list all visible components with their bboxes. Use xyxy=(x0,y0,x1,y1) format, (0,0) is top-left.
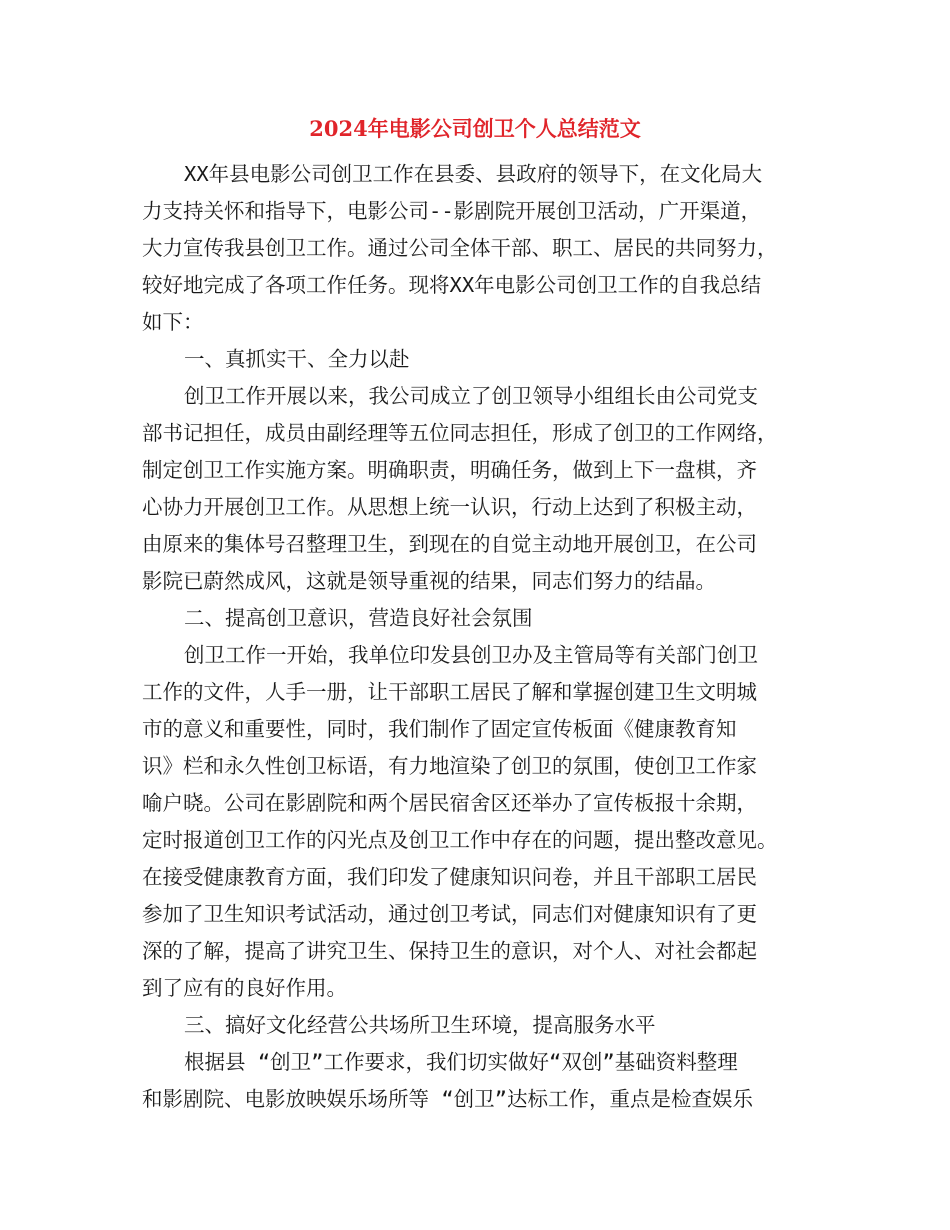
paragraph-line: 影院已蔚然成风，这就是领导重视的结果，同志们努力的结晶。 xyxy=(142,569,716,593)
paragraph-line: 参加了卫生知识考试活动，通过创卫考试，同志们对健康知识有了更 xyxy=(142,902,757,926)
paragraph-line: 识》栏和永久性创卫标语，有力地渲染了创卫的氛围，使创卫工作家 xyxy=(142,754,757,778)
section-heading-2: 二、提高创卫意识，营造良好社会氛围 xyxy=(184,606,533,630)
paragraph-line: 大力宣传我县创卫工作。通过公司全体干部、职工、居民的共同努力， xyxy=(142,236,778,260)
paragraph-line: 市的意义和重要性，同时，我们制作了固定宣传板面《健康教育知 xyxy=(142,717,737,741)
paragraph-line: 深的了解，提高了讲究卫生、保持卫生的意识，对个人、对社会都起 xyxy=(142,939,757,963)
paragraph-line: 喻户晓。公司在影剧院和两个居民宿舍区还举办了宣传板报十余期， xyxy=(142,791,757,815)
paragraph-line: 由原来的集体号召整理卫生，到现在的自觉主动地开展创卫，在公司 xyxy=(142,532,757,556)
paragraph-line: 力支持关怀和指导下，电影公司--影剧院开展创卫活动，广开渠道， xyxy=(142,199,762,223)
paragraph-line: 部书记担任，成员由副经理等五位同志担任，形成了创卫的工作网络， xyxy=(142,421,778,445)
paragraph-line: 心协力开展创卫工作。从思想上统一认识，行动上达到了积极主动， xyxy=(142,495,757,519)
paragraph-line: 较好地完成了各项工作任务。现将XX年电影公司创卫工作的自我总结 xyxy=(142,273,762,297)
paragraph-line: 和影剧院、电影放映娱乐场所等 “创卫”达标工作，重点是检查娱乐 xyxy=(142,1087,754,1111)
paragraph-line: XX年县电影公司创卫工作在县委、县政府的领导下，在文化局大 xyxy=(184,162,763,186)
document-title: 2024年电影公司创卫个人总结范文 xyxy=(309,116,641,141)
paragraph-line: 制定创卫工作实施方案。明确职责，明确任务，做到上下一盘棋，齐 xyxy=(142,458,757,482)
section-heading-1: 一、真抓实干、全力以赴 xyxy=(184,347,410,371)
paragraph-line: 创卫工作开展以来，我公司成立了创卫领导小组组长由公司党支 xyxy=(184,384,758,408)
paragraph-line: 根据县 “创卫”工作要求，我们切实做好“双创”基础资料整理 xyxy=(184,1050,738,1074)
paragraph-line: 创卫工作一开始，我单位印发县创卫办及主管局等有关部门创卫 xyxy=(184,643,758,667)
paragraph-line: 工作的文件，人手一册，让干部职工居民了解和掌握创建卫生文明城 xyxy=(142,680,757,704)
paragraph-line: 如下： xyxy=(142,310,204,334)
paragraph-line: 定时报道创卫工作的闪光点及创卫工作中存在的问题，提出整改意见。 xyxy=(142,828,778,852)
section-heading-3: 三、搞好文化经营公共场所卫生环境，提高服务水平 xyxy=(184,1013,656,1037)
paragraph-line: 到了应有的良好作用。 xyxy=(142,976,347,1000)
paragraph-line: 在接受健康教育方面，我们印发了健康知识问卷，并且干部职工居民 xyxy=(142,865,757,889)
